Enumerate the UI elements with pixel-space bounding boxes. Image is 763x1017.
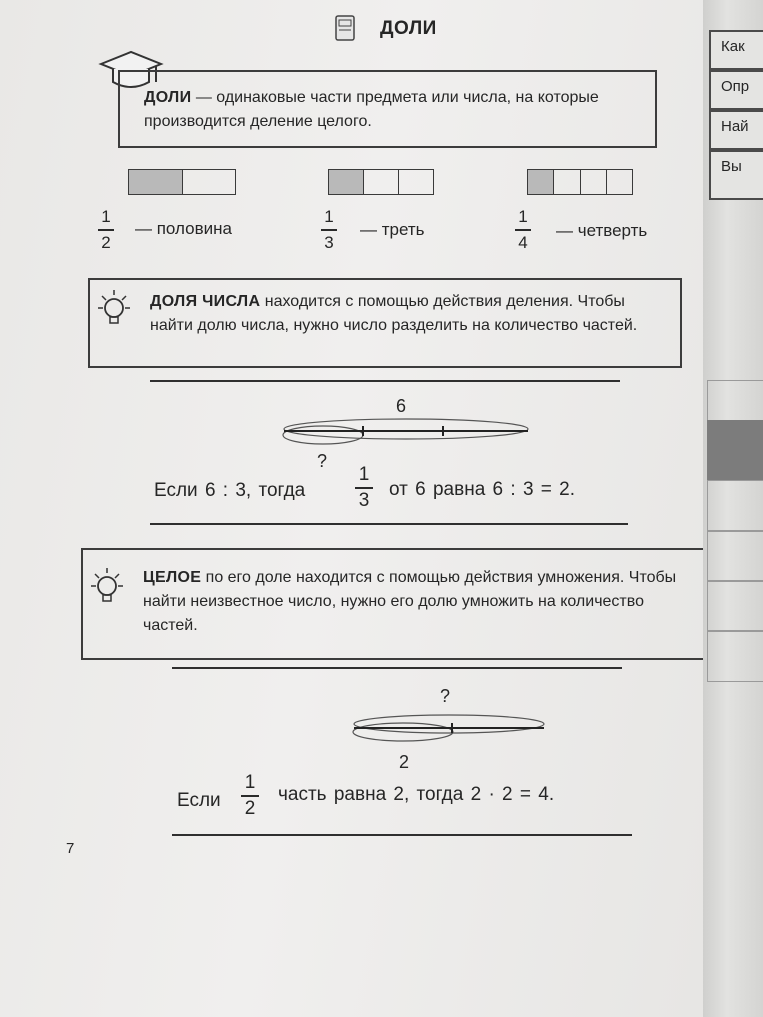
separator-line	[150, 380, 620, 382]
rule-part-text: находится с помощью действия деления. Чтобы найти долю числа, нужно число разделить на количество частей.	[150, 293, 638, 334]
rule-part-term: ДОЛЯ ЧИСЛА	[150, 293, 261, 310]
side-tab: Най	[709, 110, 763, 150]
definition-box	[118, 70, 657, 148]
fraction-half: 1 2	[98, 207, 114, 253]
fraction-word-half: — половина	[135, 219, 232, 238]
fraction-bar-quarter	[527, 169, 633, 195]
side-table-cell	[707, 630, 763, 682]
example-part-fraction: 1 3	[355, 465, 373, 511]
separator-line	[172, 667, 622, 669]
example-whole-prefix: Если	[177, 790, 221, 811]
segment-diagram-whole	[348, 710, 550, 746]
rule-whole-term: ЦЕЛОЕ	[143, 569, 202, 586]
example-part-prefix: Если 6 : 3, тогда	[154, 480, 306, 501]
side-table-cell	[707, 580, 763, 632]
page-number: 7	[66, 840, 75, 857]
fraction-bar-third	[328, 169, 434, 195]
fraction-quarter: 1 4	[515, 207, 531, 253]
segment-unknown-label: ?	[317, 451, 328, 471]
definition-term: ДОЛИ	[144, 89, 192, 106]
fraction-bar-half	[128, 169, 236, 195]
side-table-cell	[707, 480, 763, 532]
side-tab: Как	[709, 30, 763, 70]
definition-text: — одинаковые части предмета или числа, на которые производится деление целого.	[144, 89, 599, 130]
fraction-word-third: — треть	[360, 220, 425, 239]
example-whole-suffix: часть равна 2, тогда 2 · 2 = 4.	[278, 784, 555, 805]
side-tab: Вы	[709, 150, 763, 200]
segment-part-label: 2	[399, 752, 410, 772]
example-part-suffix: от 6 равна 6 : 3 = 2.	[389, 479, 576, 500]
separator-line	[150, 523, 628, 525]
rule-part-box	[88, 278, 682, 368]
segment-diagram-part	[278, 415, 534, 449]
example-whole-fraction: 1 2	[241, 773, 259, 819]
side-dark-block	[707, 420, 763, 480]
rule-whole-box	[81, 548, 711, 660]
side-table-cell	[707, 530, 763, 582]
adjacent-page	[703, 0, 763, 1017]
book-icon	[333, 14, 357, 42]
segment-whole-unknown-label: ?	[440, 686, 451, 706]
fraction-word-quarter: — четверть	[556, 221, 648, 240]
separator-line	[172, 834, 632, 836]
fraction-third: 1 3	[321, 207, 337, 253]
segment-total-label: 6	[396, 396, 407, 416]
rule-whole-text: по его доле находится с помощью действия умножения. Чтобы найти неизвестное число, нужно его долю умножить на количество частей.	[143, 569, 677, 634]
page-title: ДОЛИ	[380, 18, 437, 39]
side-tab: Опр	[709, 70, 763, 110]
